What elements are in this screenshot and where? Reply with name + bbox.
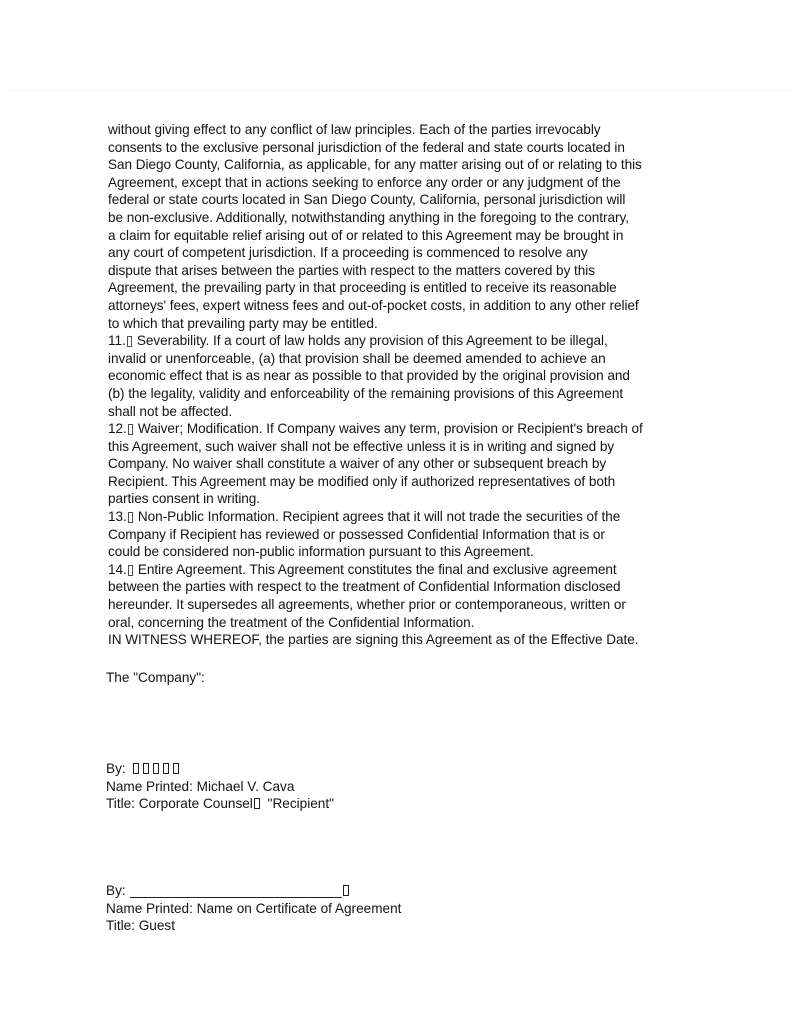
company-title-line (106, 795, 334, 813)
signature-line (130, 883, 342, 898)
placeholder-box-icon (343, 885, 349, 896)
recipient-title: Title: Guest (106, 918, 175, 934)
severability-paragraph: 11.▯ Severability. If a court of law holds any provision of this Agreement to be illegal, invalid or unenforceable, (a) that provision shall be deemed amended to achieve an economic effect that is as near as possible to that provided by the original provision and (b) the legality, validity and enforceability of the remaining provisions of this Agreement shall not be affected. (108, 333, 630, 419)
placeholder-box-icon (163, 763, 169, 774)
waiver-paragraph: 12.▯ Waiver; Modification. If Company waives any term, provision or Recipient's breach of this Agreement, such waiver shall not be effective unless it is in writing and signed by Company. No waiver shall constitute a waiver of any other or subsequent breach by Recipient. This Agreement may be modified only if authorized representatives of both parties consent in writing. (108, 421, 643, 507)
recipient-by-label: By: (106, 883, 126, 898)
recipient-name-printed: Name Printed: Name on Certificate of Agreement (106, 900, 402, 916)
recipient-signature-block (106, 882, 401, 935)
non-public-information-paragraph: 13.▯ Non-Public Information. Recipient agrees that it will not trade the securities of the Company if Recipient has reviewed or possessed Confidential Information that is or could be considered non-public information pursuant to this Agreement. (108, 509, 621, 560)
in-witness-whereof-paragraph: IN WITNESS WHEREOF, the parties are signing this Agreement as of the Effective Date. (108, 632, 639, 648)
company-name-printed: Name Printed: Michael V. Cava (106, 778, 295, 794)
placeholder-box-icon (143, 763, 149, 774)
placeholder-box-icon (153, 763, 159, 774)
scan-artifact-line (8, 90, 792, 91)
recipient-by-line (106, 882, 401, 900)
placeholder-box-icon (133, 763, 139, 774)
placeholder-box-icon (254, 798, 260, 809)
company-heading-block (106, 669, 205, 687)
agreement-body (108, 121, 708, 649)
company-title: Title: Corporate Counsel (106, 796, 253, 812)
company-by-line (106, 760, 334, 778)
recipient-heading: "Recipient" (267, 796, 334, 812)
company-heading: The "Company": (106, 670, 205, 685)
governing-law-paragraph: without giving effect to any conflict of law principles. Each of the parties irrevocably consents to the exclusive personal jurisdiction of the federal and state courts located in San Diego County, California, as applicable, for any matter arising out of or relating to this Agreement, except that in actions seeking to enforce any order or any judgment of the federal or state courts located in San Diego County, California, personal jurisdiction will be non-exclusive. Additionally, notwithstanding anything in the foregoing to the contrary, a claim for equitable relief arising out of or related to this Agreement may be brought in any court of competent jurisdiction. If a proceeding is commenced to resolve any dispute that arises between the parties with respect to the matters covered by this Agreement, the prevailing party in that proceeding is entitled to receive its reasonable attorneys' fees, expert witness fees and out-of-pocket costs, in addition to any other relief to which that prevailing party may be entitled. (108, 122, 642, 331)
company-by-label: By: (106, 761, 126, 776)
company-signature-block (106, 760, 334, 813)
entire-agreement-paragraph: 14.▯ Entire Agreement. This Agreement constitutes the final and exclusive agreement between the parties with respect to the treatment of Confidential Information disclosed hereunder. It supersedes all agreements, whether prior or contemporaneous, written or oral, concerning the treatment of the Confidential Information. (108, 561, 626, 630)
placeholder-box-icon (173, 763, 179, 774)
